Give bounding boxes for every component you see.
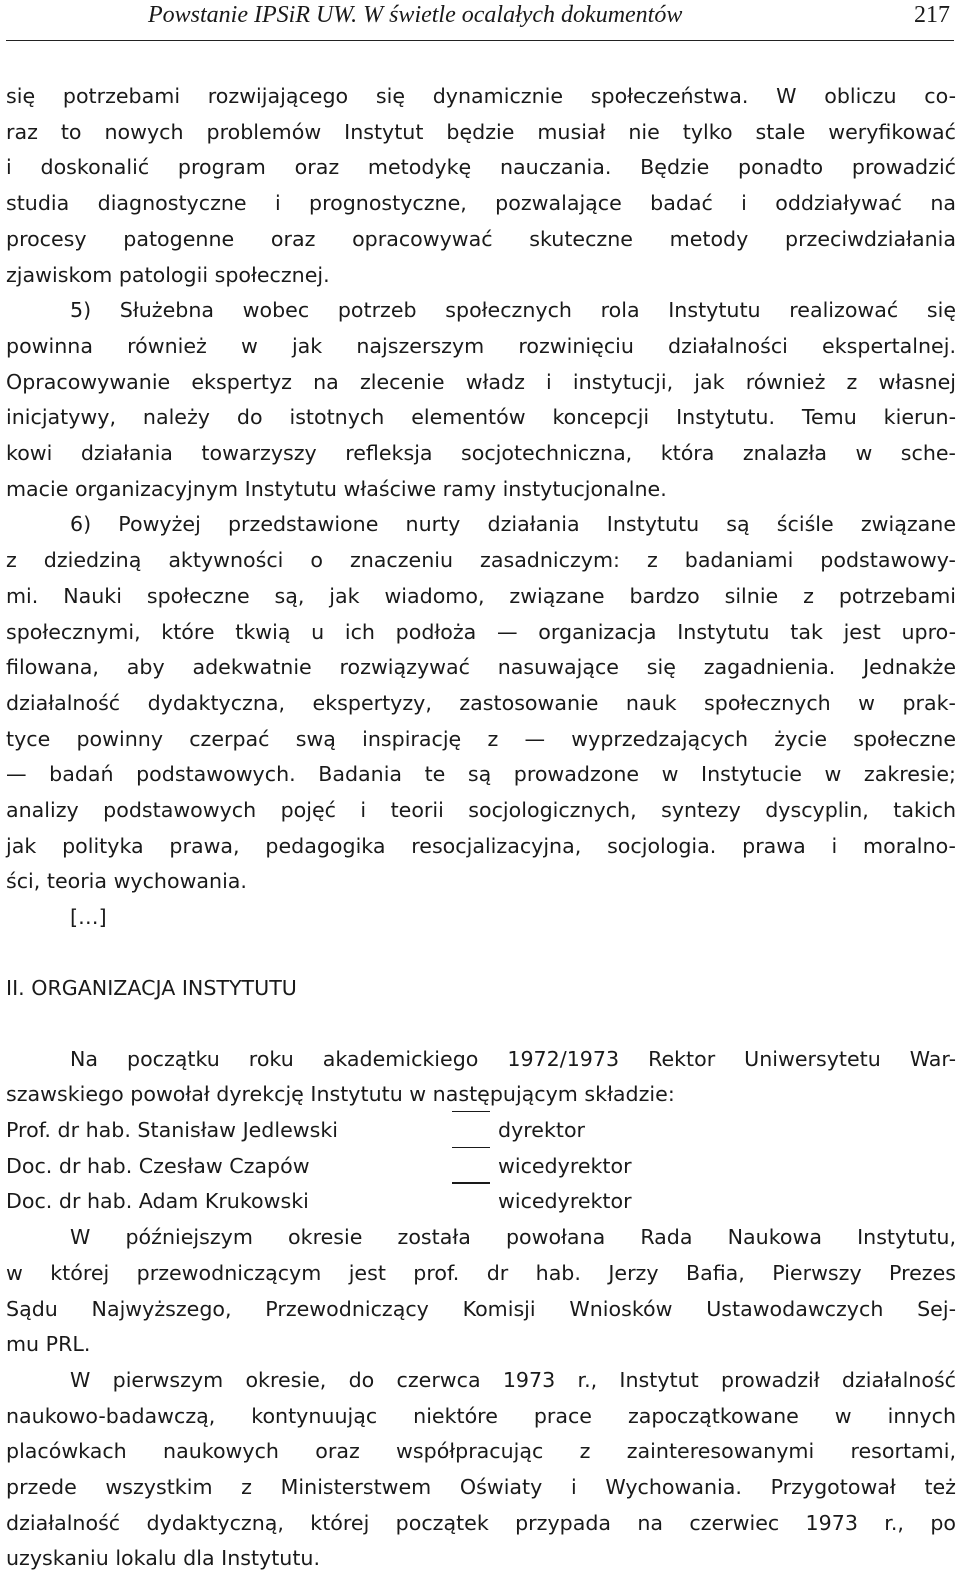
- text-line: raz to nowych problemów Instytut będzie musiał nie tylko stale weryfikować: [6, 119, 956, 144]
- directorate-name: Doc. dr hab. Adam Krukowski: [6, 1189, 309, 1214]
- text-line: macie organizacyjnym Instytutu właściwe ramy instytucjonalne.: [6, 476, 667, 501]
- text-line: W późniejszym okresie została powołana Rada Naukowa Instytutu,: [70, 1225, 956, 1250]
- text-line: i doskonalić program oraz metodykę nauczania. Będzie ponadto prowadzić: [6, 155, 956, 180]
- paragraph-council: [6, 1220, 956, 1363]
- body-text: [6, 79, 956, 1577]
- text-line: procesy patogenne oraz opracowywać skuteczne metody przeciwdziałania: [6, 226, 956, 251]
- paragraph-activity: [6, 1363, 956, 1577]
- directorate-row: [6, 1184, 956, 1220]
- paragraph-point-5: [6, 293, 956, 507]
- directorate-row: [6, 1113, 956, 1149]
- dash-rule: [452, 1111, 490, 1113]
- directorate-row: [6, 1149, 956, 1185]
- text-line: jak polityka prawa, pedagogika resocjalizacyjna, socjologia. prawa i moralno-: [6, 833, 956, 858]
- directorate-name: Doc. dr hab. Czesław Czapów: [6, 1153, 310, 1178]
- text-line: 6) Powyżej przedstawione nurty działania Instytutu są ściśle związane: [70, 512, 956, 537]
- directorate-role: wicedyrektor: [498, 1153, 632, 1178]
- text-line: tyce powinny czerpać swą inspirację z — wyprzedzających życie społeczne: [6, 726, 956, 751]
- text-line: działalność dydaktyczną, której początek przypada na czerwiec 1973 r., po: [6, 1510, 956, 1535]
- text-line: analizy podstawowych pojęć i teorii socjologicznych, syntezy dyscyplin, takich: [6, 798, 956, 823]
- text-line: mu PRL.: [6, 1332, 91, 1357]
- text-line: przede wszystkim z Ministerstwem Oświaty i Wychowania. Przygotował też: [6, 1475, 956, 1500]
- text-line: uzyskaniu lokalu dla Instytutu.: [6, 1546, 321, 1571]
- text-line: zjawiskom patologii społecznej.: [6, 262, 330, 287]
- text-line: powinna również w jak najszerszym rozwinięciu działalności ekspertalnej.: [6, 333, 956, 358]
- text-line: z dziedziną aktywności o znaczeniu zasadniczym: z badaniami podstawowy-: [6, 548, 956, 573]
- running-head-title: Powstanie IPSiR UW. W świetle ocalałych dokumentów: [148, 2, 683, 28]
- text-line: 5) Służebna wobec potrzeb społecznych rola Instytutu realizować się: [70, 298, 956, 323]
- text-line: W pierwszym okresie, do czerwca 1973 r., Instytut prowadził działalność: [70, 1367, 956, 1392]
- paragraph-intro: [6, 1042, 956, 1113]
- text-line: naukowo-badawczą, kontynuując niektóre prace zapoczątkowane w innych: [6, 1403, 956, 1428]
- dash-rule: [452, 1147, 490, 1149]
- directorate-name: Prof. dr hab. Stanisław Jedlewski: [6, 1117, 338, 1142]
- text-line: Sądu Najwyższego, Przewodniczący Komisji Wniosków Ustawodawczych Sej-: [6, 1296, 956, 1321]
- directorate-role: dyrektor: [498, 1117, 586, 1142]
- text-line: — badań podstawowych. Badania te są prowadzone w Instytucie w zakresie;: [6, 762, 956, 787]
- omission-marker: […]: [70, 905, 107, 930]
- text-line: w której przewodniczącym jest prof. dr hab. Jerzy Bafia, Pierwszy Prezes: [6, 1260, 956, 1285]
- text-line: społecznymi, które tkwią u ich podłoża — organizacja Instytutu tak jest upro-: [6, 619, 956, 644]
- text-line: Opracowywanie ekspertyz na zlecenie władz i instytucji, jak również z własnej: [6, 369, 956, 394]
- directorate-role: wicedyrektor: [498, 1189, 632, 1214]
- running-head: [6, 0, 954, 41]
- section-heading: II. ORGANIZACJA INSTYTUTU: [6, 975, 297, 1000]
- text-line: inicjatywy, należy do istotnych elementów koncepcji Instytutu. Temu kierun-: [6, 405, 956, 430]
- dash-rule: [452, 1182, 490, 1184]
- page-number: 217: [914, 2, 950, 28]
- text-line: studia diagnostyczne i prognostyczne, pozwalające badać i oddziaływać na: [6, 191, 956, 216]
- text-line: się potrzebami rozwijającego się dynamicznie społeczeństwa. W obliczu co-: [6, 84, 956, 108]
- directorate-list: [6, 1113, 956, 1220]
- paragraph-point-6: [6, 507, 956, 900]
- text-line: działalność dydaktyczna, ekspertyzy, zastosowanie nauk społecznych w prak-: [6, 690, 956, 715]
- text-line: szawskiego powołał dyrekcję Instytutu w następującym składzie:: [6, 1082, 675, 1107]
- text-line: filowana, aby adekwatnie rozwiązywać nasuwające się zagadnienia. Jednakże: [6, 655, 956, 680]
- text-line: mi. Nauki społeczne są, jak wiadomo, związane bardzo silnie z potrzebami: [6, 583, 956, 608]
- text-line: kowi działania towarzyszy refleksja socjotechniczna, która znalazła w sche-: [6, 441, 956, 466]
- text-line: ści, teoria wychowania.: [6, 869, 247, 894]
- paragraph-curriculum: [6, 79, 956, 293]
- text-line: placówkach naukowych oraz współpracując z zainteresowanymi resortami,: [6, 1439, 956, 1464]
- text-line: Na początku roku akademickiego 1972/1973 Rektor Uniwersytetu War-: [70, 1046, 956, 1071]
